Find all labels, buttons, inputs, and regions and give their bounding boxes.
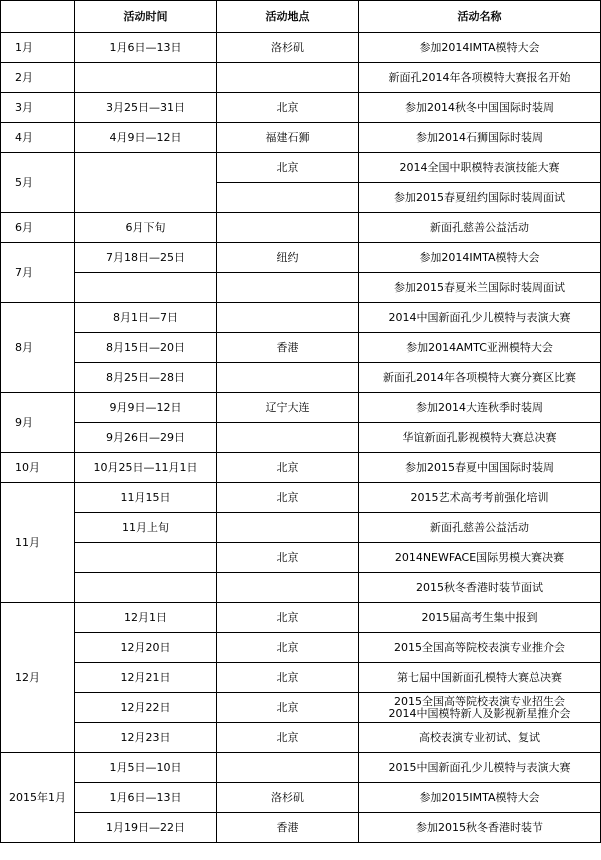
table-row (1, 453, 601, 483)
time-cell: 11月15日 (75, 483, 217, 513)
activity-cell (359, 693, 601, 723)
place-cell: 北京 (217, 633, 359, 663)
activity-cell: 新面孔2014年各项模特大赛分赛区比赛 (359, 363, 601, 393)
time-cell: 3月25日—31日 (75, 93, 217, 123)
activity-cell: 2014NEWFACE国际男模大赛决赛 (359, 543, 601, 573)
time-cell: 9月9日—12日 (75, 393, 217, 423)
place-cell: 北京 (217, 543, 359, 573)
activity-cell: 2014中国新面孔少儿模特与表演大赛 (359, 303, 601, 333)
place-cell (217, 423, 359, 453)
activity-cell: 新面孔慈善公益活动 (359, 213, 601, 243)
table-row (1, 213, 601, 243)
activity-cell: 参加2014IMTA模特大会 (359, 243, 601, 273)
activity-cell: 第七届中国新面孔模特大赛总决赛 (359, 663, 601, 693)
month-cell: 4月 (1, 123, 75, 153)
table-row (1, 723, 601, 753)
month-cell: 12月 (1, 603, 75, 753)
activity-cell: 参加2014IMTA模特大会 (359, 33, 601, 63)
activity-cell: 参加2014石狮国际时装周 (359, 123, 601, 153)
header-activity-place: 活动地点 (217, 1, 359, 33)
place-cell (217, 753, 359, 783)
place-cell: 北京 (217, 723, 359, 753)
activity-cell: 新面孔2014年各项模特大赛报名开始 (359, 63, 601, 93)
time-cell (75, 573, 217, 603)
place-cell: 纽约 (217, 243, 359, 273)
place-cell (217, 63, 359, 93)
place-cell: 北京 (217, 603, 359, 633)
time-cell: 7月18日—25日 (75, 243, 217, 273)
table-row (1, 813, 601, 843)
activity-cell: 2015秋冬香港时装节面试 (359, 573, 601, 603)
activity-cell: 高校表演专业初试、复试 (359, 723, 601, 753)
place-cell: 福建石狮 (217, 123, 359, 153)
time-cell: 9月26日—29日 (75, 423, 217, 453)
table-row (1, 153, 601, 183)
activity-cell: 参加2014秋冬中国国际时装周 (359, 93, 601, 123)
time-cell: 1月6日—13日 (75, 33, 217, 63)
activity-cell: 2014全国中职模特表演技能大赛 (359, 153, 601, 183)
table-row (1, 33, 601, 63)
table-row (1, 483, 601, 513)
place-cell: 北京 (217, 93, 359, 123)
time-cell: 6月下旬 (75, 213, 217, 243)
place-cell (217, 303, 359, 333)
activity-cell: 华谊新面孔影视模特大赛总决赛 (359, 423, 601, 453)
activity-cell: 参加2015IMTA模特大会 (359, 783, 601, 813)
time-cell (75, 153, 217, 213)
place-cell: 北京 (217, 453, 359, 483)
place-cell (217, 213, 359, 243)
table-row (1, 513, 601, 543)
activity-cell: 参加2014大连秋季时装周 (359, 393, 601, 423)
time-cell: 12月23日 (75, 723, 217, 753)
time-cell: 10月25日—11月1日 (75, 453, 217, 483)
activity-cell: 参加2015春夏米兰国际时装周面试 (359, 273, 601, 303)
place-cell: 北京 (217, 663, 359, 693)
place-cell (217, 363, 359, 393)
place-cell: 香港 (217, 813, 359, 843)
table-row (1, 63, 601, 93)
time-cell (75, 543, 217, 573)
time-cell: 8月1日—7日 (75, 303, 217, 333)
place-cell: 北京 (217, 153, 359, 183)
activity-cell: 2015届高考生集中报到 (359, 603, 601, 633)
time-cell: 11月上旬 (75, 513, 217, 543)
activity-cell: 参加2015春夏纽约国际时装周面试 (359, 183, 601, 213)
table-row (1, 783, 601, 813)
time-cell (75, 63, 217, 93)
month-cell: 7月 (1, 243, 75, 303)
time-cell: 12月21日 (75, 663, 217, 693)
table-row (1, 543, 601, 573)
place-cell (217, 573, 359, 603)
table-row (1, 123, 601, 153)
time-cell: 1月5日—10日 (75, 753, 217, 783)
table-row (1, 273, 601, 303)
month-cell: 11月 (1, 483, 75, 603)
time-cell: 1月6日—13日 (75, 783, 217, 813)
activity-cell: 2015全国高等院校表演专业推介会 (359, 633, 601, 663)
table-row (1, 693, 601, 723)
table-row (1, 303, 601, 333)
table-row (1, 753, 601, 783)
activity-line: 2014中国模特新人及影视新星推介会 (388, 706, 571, 720)
place-cell: 辽宁大连 (217, 393, 359, 423)
time-cell: 12月1日 (75, 603, 217, 633)
place-cell: 洛杉矶 (217, 33, 359, 63)
activity-line: 2015全国高等院校表演专业招生会 (394, 694, 565, 708)
time-cell: 8月15日—20日 (75, 333, 217, 363)
place-cell (217, 183, 359, 213)
month-cell: 6月 (1, 213, 75, 243)
month-cell: 10月 (1, 453, 75, 483)
place-cell: 北京 (217, 693, 359, 723)
table-row (1, 243, 601, 273)
time-cell: 1月19日—22日 (75, 813, 217, 843)
month-cell: 2015年1月 (1, 753, 75, 843)
time-cell: 4月9日—12日 (75, 123, 217, 153)
table-row (1, 333, 601, 363)
place-cell: 洛杉矶 (217, 783, 359, 813)
time-cell: 12月22日 (75, 693, 217, 723)
activity-cell: 新面孔慈善公益活动 (359, 513, 601, 543)
month-cell: 9月 (1, 393, 75, 453)
header-month (1, 1, 75, 33)
table-row (1, 603, 601, 633)
place-cell: 北京 (217, 483, 359, 513)
table-row (1, 573, 601, 603)
month-cell: 8月 (1, 303, 75, 393)
time-cell (75, 273, 217, 303)
header-activity-time: 活动时间 (75, 1, 217, 33)
table-row (1, 633, 601, 663)
activity-cell: 参加2015秋冬香港时装节 (359, 813, 601, 843)
place-cell: 香港 (217, 333, 359, 363)
month-cell: 1月 (1, 33, 75, 63)
table-row (1, 93, 601, 123)
header-activity-name: 活动名称 (359, 1, 601, 33)
table-row (1, 423, 601, 453)
activity-cell: 参加2015春夏中国国际时装周 (359, 453, 601, 483)
header-row (1, 1, 601, 33)
activity-cell: 2015中国新面孔少儿模特与表演大赛 (359, 753, 601, 783)
month-cell: 3月 (1, 93, 75, 123)
place-cell (217, 273, 359, 303)
time-cell: 8月25日—28日 (75, 363, 217, 393)
month-cell: 2月 (1, 63, 75, 93)
time-cell: 12月20日 (75, 633, 217, 663)
place-cell (217, 513, 359, 543)
table-row (1, 363, 601, 393)
table-row (1, 393, 601, 423)
month-cell: 5月 (1, 153, 75, 213)
activity-cell: 参加2014AMTC亚洲模特大会 (359, 333, 601, 363)
activity-cell: 2015艺术高考考前强化培训 (359, 483, 601, 513)
table-row (1, 663, 601, 693)
